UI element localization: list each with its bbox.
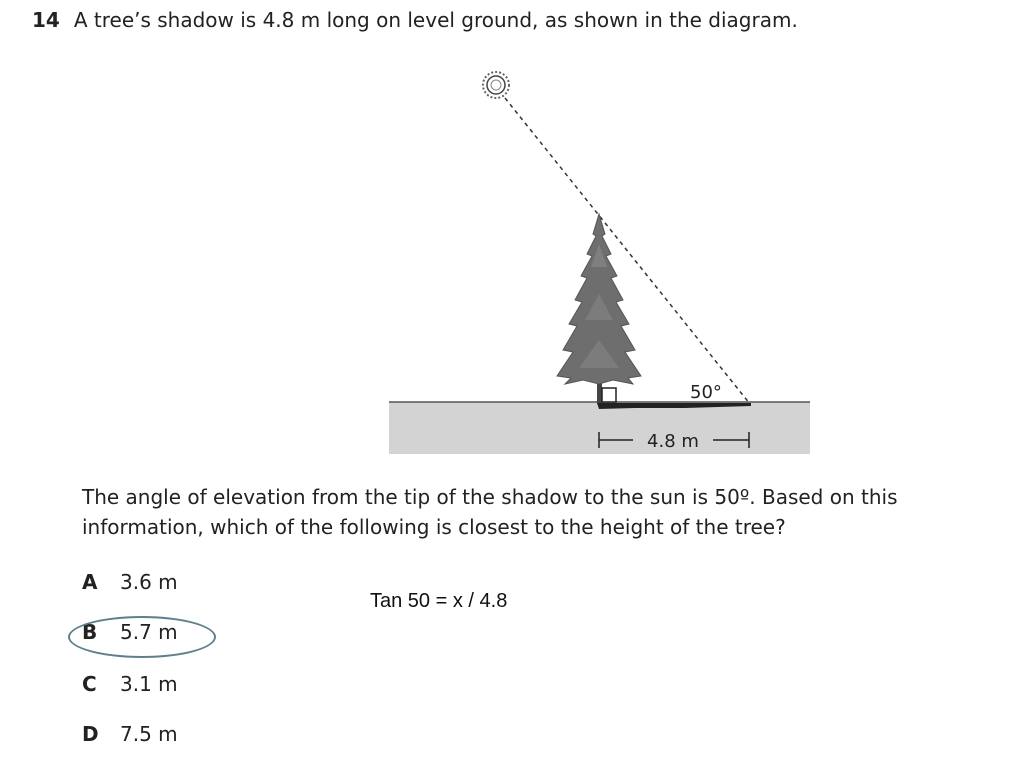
question-header (32, 8, 798, 32)
choice-a[interactable] (82, 570, 178, 594)
choice-text: 3.1 m (120, 672, 178, 696)
tree-shadow-diagram (385, 62, 815, 462)
shadow-length-label: 4.8 m (647, 431, 699, 452)
choice-letter: D (82, 722, 99, 746)
choice-letter: A (82, 570, 98, 594)
angle-label: 50° (690, 382, 722, 403)
choice-c[interactable] (82, 672, 178, 696)
choice-letter: B (82, 620, 98, 644)
question-text: A tree’s shadow is 4.8 m long on level ground, as shown in the diagram. (73, 8, 798, 32)
question-prompt: The angle of elevation from the tip of the shadow to the sun is 50º. Based on this information, which of the following is closest to the height of the tree? (82, 485, 898, 539)
handwritten-annotation: Tan 50 = x / 4.8 (370, 590, 508, 612)
choice-d[interactable] (82, 722, 178, 746)
choice-text: 3.6 m (120, 570, 178, 594)
selected-answer-circle (68, 616, 216, 658)
choice-text: 5.7 m (120, 620, 178, 644)
tree-icon (557, 214, 641, 404)
choice-text: 7.5 m (120, 722, 178, 746)
question-number: 14 (32, 8, 60, 32)
right-angle-icon (602, 388, 616, 402)
choice-letter: C (82, 672, 97, 696)
sun-icon (483, 72, 509, 98)
